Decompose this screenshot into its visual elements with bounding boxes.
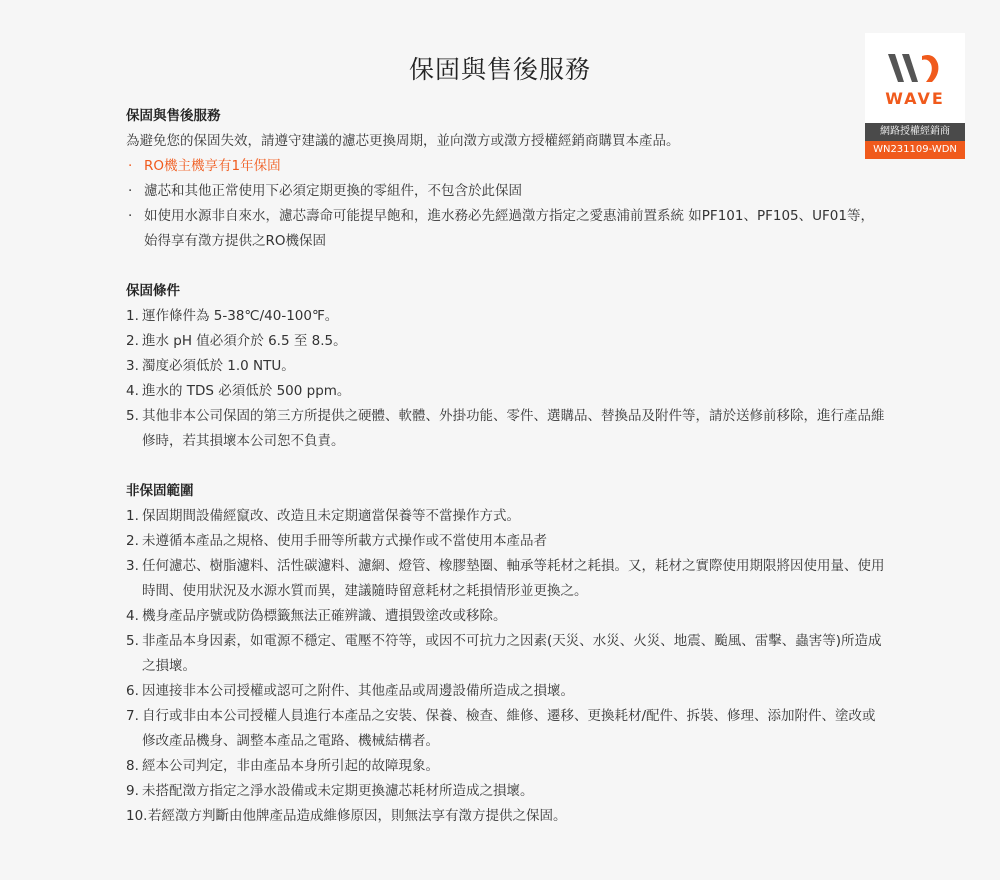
item-number: 5.: [126, 633, 139, 649]
item-number: 10.: [126, 808, 148, 824]
exclusions-heading: 非保固範圍: [126, 483, 194, 499]
item-number: 5.: [126, 408, 139, 424]
bullet-text: 濾芯和其他正常使用下必須定期更換的零組件，不包含於此保固: [144, 183, 522, 199]
conditions-heading: 保固條件: [126, 283, 180, 299]
list-item: [126, 354, 886, 379]
item-text: 自行或非由本公司授權人員進行本產品之安裝、保養、檢查、維修、遷移、更換耗材/配件、拆裝、修理、添加附件、塗改或修改產品機身、調整本產品之電路、機械結構者。: [142, 708, 876, 749]
item-text: 未遵循本產品之規格、使用手冊等所載方式操作或不當使用本產品者: [142, 533, 547, 549]
item-number: 2.: [126, 333, 139, 349]
authorized-dealer-label: 網路授權經銷商: [865, 123, 965, 141]
list-item: [126, 404, 886, 454]
item-number: 9.: [126, 783, 139, 799]
service-intro: 為避免您的保固失效，請遵守建議的濾芯更換周期，並向澂方或澂方授權經銷商購買本產品。: [126, 133, 680, 149]
item-number: 8.: [126, 758, 139, 774]
list-item: [126, 379, 886, 404]
item-number: 4.: [126, 608, 139, 624]
item-text: 非產品本身因素，如電源不穩定、電壓不符等，或因不可抗力之因素(天災、水災、火災、地震、颱風、雷擊、蟲害等)所造成之損壞。: [142, 633, 882, 674]
item-text: 運作條件為 5-38℃/40-100℉。: [142, 308, 339, 324]
service-bullets: [126, 154, 886, 254]
warranty-content: [126, 104, 886, 829]
list-item: [126, 704, 886, 754]
brand-text: WAVE: [885, 89, 945, 108]
item-number: 7.: [126, 708, 139, 724]
list-item: [126, 629, 886, 679]
item-number: 6.: [126, 683, 139, 699]
list-item: [126, 504, 886, 529]
list-item: [126, 529, 886, 554]
page-title: 保固與售後服務: [408, 55, 591, 84]
conditions-list: [126, 304, 886, 454]
item-text: 進水 pH 值必須介於 6.5 至 8.5。: [142, 333, 347, 349]
bullet-marker: ·: [128, 183, 133, 199]
bullet-item: [126, 154, 886, 179]
item-text: 經本公司判定，非由產品本身所引起的故障現象。: [142, 758, 439, 774]
bullet-marker: ·: [128, 208, 133, 224]
list-item: [126, 604, 886, 629]
bullet-text: 如使用水源非自來水，濾芯壽命可能提早飽和，進水務必先經過澂方指定之愛惠浦前置系統 如PF101、PF105、UF01等，始得享有澂方提供之RO機保固: [144, 208, 874, 249]
exclusions-list: [126, 504, 886, 829]
service-heading: 保固與售後服務: [126, 108, 221, 124]
list-item: [126, 329, 886, 354]
item-number: 4.: [126, 383, 139, 399]
list-item: [126, 804, 886, 829]
list-item: [126, 754, 886, 779]
item-number: 1.: [126, 508, 139, 524]
item-number: 3.: [126, 358, 139, 374]
list-item: [126, 679, 886, 704]
bullet-item: [126, 204, 886, 254]
item-text: 若經澂方判斷由他牌產品造成維修原因，則無法享有澂方提供之保固。: [148, 808, 567, 824]
list-item: [126, 779, 886, 804]
item-text: 濁度必須低於 1.0 NTU。: [142, 358, 295, 374]
item-text: 機身產品序號或防偽標籤無法正確辨識、遭損毀塗改或移除。: [142, 608, 507, 624]
dealer-code: WN231109-WDN: [865, 141, 965, 159]
item-text: 因連接非本公司授權或認可之附件、其他產品或周邊設備所造成之損壞。: [142, 683, 574, 699]
item-number: 2.: [126, 533, 139, 549]
list-item: [126, 554, 886, 604]
item-text: 進水的 TDS 必須低於 500 ppm。: [142, 383, 351, 399]
item-text: 保固期間設備經竄改、改造且未定期適當保養等不當操作方式。: [142, 508, 520, 524]
item-text: 其他非本公司保固的第三方所提供之硬體、軟體、外掛功能、零件、選購品、替換品及附件等，請於送修前移除，進行產品維修時，若其損壞本公司恕不負責。: [142, 408, 885, 449]
bullet-marker: ·: [128, 158, 133, 174]
bullet-item: [126, 179, 886, 204]
wave-mark-icon: [882, 48, 948, 88]
item-text: 任何濾芯、樹脂濾料、活性碳濾料、濾網、燈管、橡膠墊圈、軸承等耗材之耗損。又，耗材之實際使用期限將因使用量、使用時間、使用狀況及水源水質而異，建議隨時留意耗材之耗損情形並更換之。: [142, 558, 885, 599]
item-number: 1.: [126, 308, 139, 324]
list-item: [126, 304, 886, 329]
bullet-text: RO機主機享有1年保固: [144, 158, 281, 174]
item-text: 未搭配澂方指定之淨水設備或未定期更換濾芯耗材所造成之損壞。: [142, 783, 534, 799]
item-number: 3.: [126, 558, 139, 574]
